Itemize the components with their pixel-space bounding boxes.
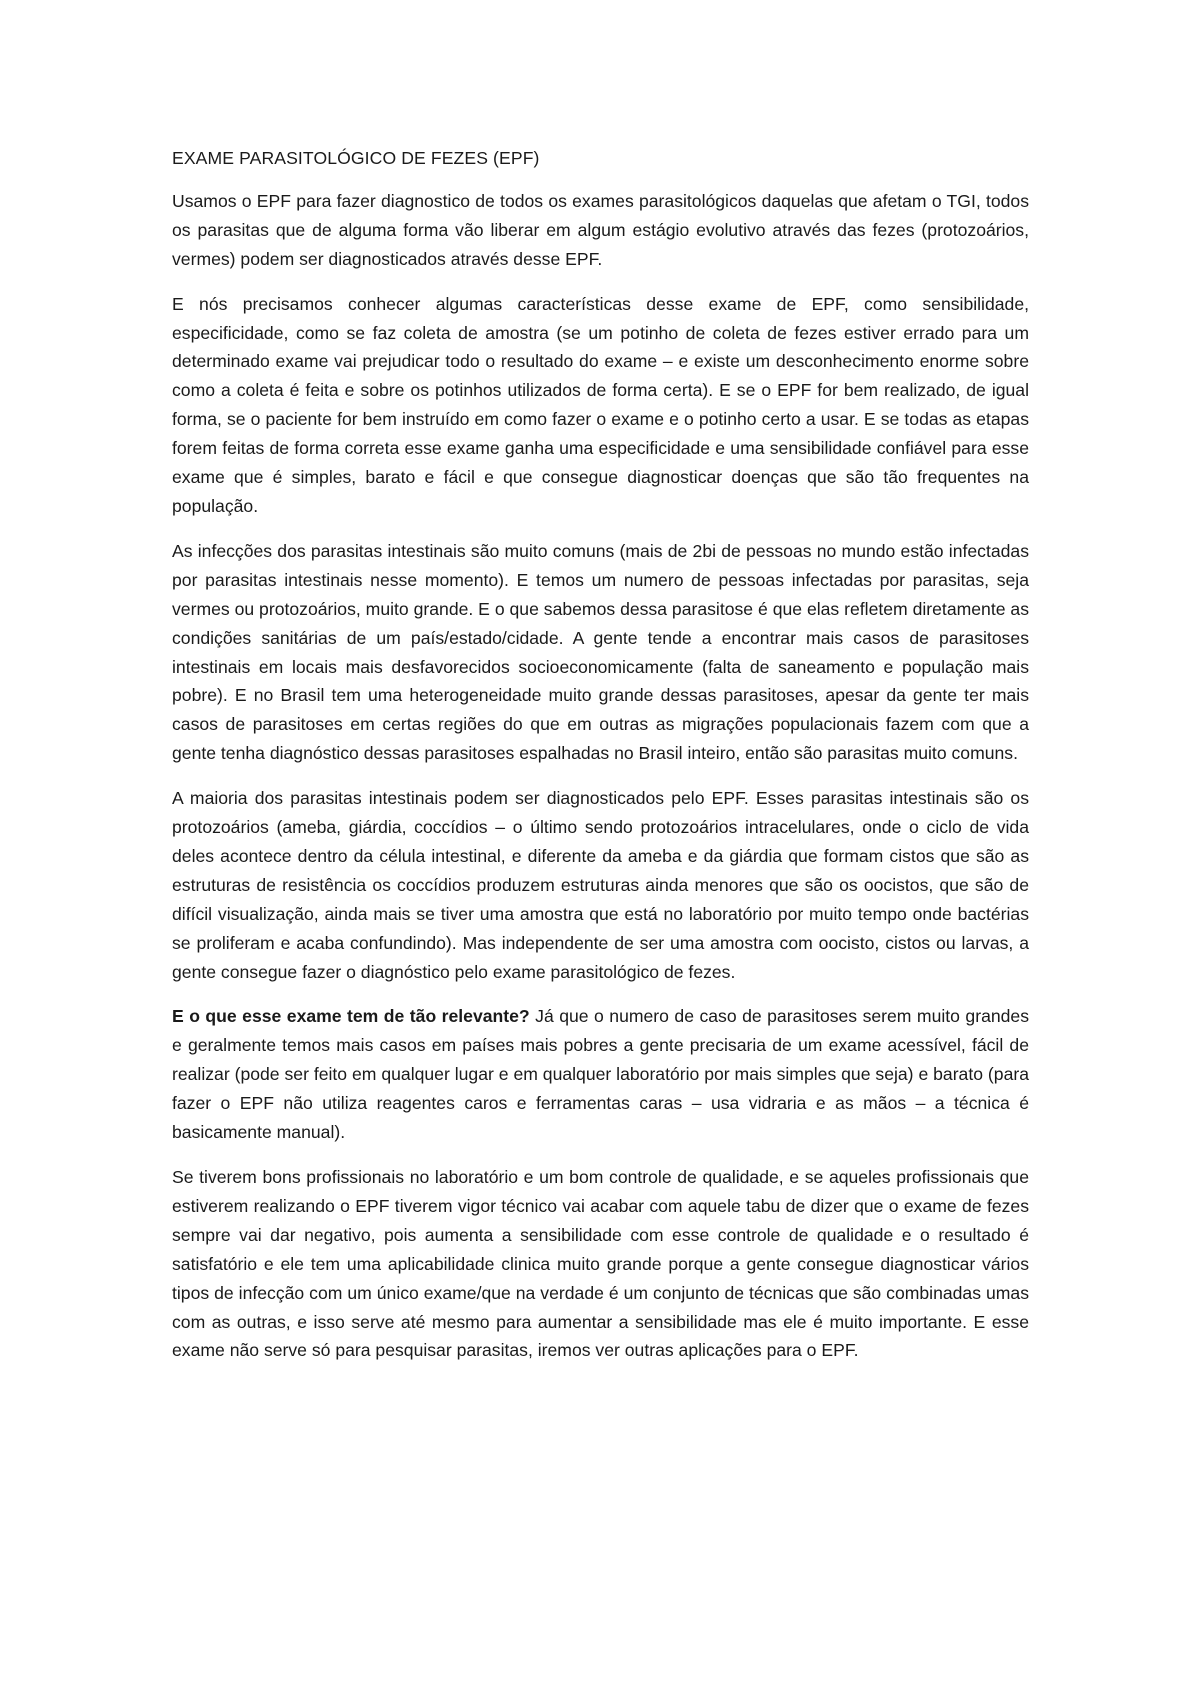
paragraph-4: A maioria dos parasitas intestinais podem ser diagnosticados pelo EPF. Esses parasitas intestinais são os protozoários (ameba, giárdia, coccídios – o último sendo protozoários intracelulares, onde o ciclo de vida deles acontece dentro da célula intestinal, e diferente da ameba e da giárdia que formam cistos que são as estruturas de resistência os coccídios produzem estruturas ainda menores que são os oocistos, que são de difícil visualização, ainda mais se tiver uma amostra que está no laboratório por muito tempo onde bactérias se proliferam e acaba confundindo). Mas independente de ser uma amostra com oocisto, cistos ou larvas, a gente consegue fazer o diagnóstico pelo exame parasitológico de fezes. <box>172 788 1029 982</box>
paragraph-5 <box>172 1002 1029 1147</box>
paragraph-1: Usamos o EPF para fazer diagnostico de todos os exames parasitológicos daquelas que afetam o TGI, todos os parasitas que de alguma forma vão liberar em algum estágio evolutivo através das fezes (protozoários, vermes) podem ser diagnosticados através desse EPF. <box>172 190 1029 269</box>
paragraph-5-text: Já que o numero de caso de parasitoses serem muito grandes e geralmente temos mais casos em países mais pobres a gente precisaria de um exame acessível, fácil de realizar (pode ser feito em qualquer lugar e em qualquer laboratório por mais simples que seja) e barato (para fazer o EPF não utiliza reagentes caros e ferramentas caras – usa vidraria e as mãos – a técnica é basicamente manual). <box>172 1006 1030 1143</box>
document-title: EXAME PARASITOLÓGICO DE FEZES (EPF) <box>172 148 540 168</box>
paragraph-5-bold-lead: E o que esse exame tem de tão relevante? <box>172 1006 530 1027</box>
document-body <box>172 144 1029 1381</box>
paragraph-3: As infecções dos parasitas intestinais são muito comuns (mais de 2bi de pessoas no mundo estão infectadas por parasitas intestinais nesse momento). E temos um numero de pessoas infectadas por parasitas, seja vermes ou protozoários, muito grande. E o que sabemos dessa parasitose é que elas refletem diretamente as condições sanitárias de um país/estado/cidade. A gente tende a encontrar mais casos de parasitoses intestinais em locais mais desfavorecidos socioeconomicamente (falta de saneamento e população mais pobre). E no Brasil tem uma heterogeneidade muito grande dessas parasitoses, apesar da gente ter mais casos de parasitoses em certas regiões do que em outras as migrações populacionais fazem com que a gente tenha diagnóstico dessas parasitoses espalhadas no Brasil inteiro, então são parasitas muito comuns. <box>172 540 1029 764</box>
paragraph-6: Se tiverem bons profissionais no laboratório e um bom controle de qualidade, e se aqueles profissionais que estiverem realizando o EPF tiverem vigor técnico vai acabar com aquele tabu de dizer que o exame de fezes sempre vai dar negativo, pois aumenta a sensibilidade com esse controle de qualidade e o resultado é satisfatório e ele tem uma aplicabilidade clinica muito grande porque a gente consegue diagnosticar vários tipos de infecção com um único exame/que na verdade é um conjunto de técnicas que são combinadas umas com as outras, e isso serve até mesmo para aumentar a sensibilidade mas ele é muito importante. E esse exame não serve só para pesquisar parasitas, iremos ver outras aplicações para o EPF. <box>172 1167 1029 1361</box>
paragraph-2: E nós precisamos conhecer algumas características desse exame de EPF, como sensibilidade, especificidade, como se faz coleta de amostra (se um potinho de coleta de fezes estiver errado para um determinado exame vai prejudicar todo o resultado do exame – e existe um desconhecimento enorme sobre como a coleta é feita e sobre os potinhos utilizados de forma certa). E se o EPF for bem realizado, de igual forma, se o paciente for bem instruído em como fazer o exame e o potinho certo a usar. E se todas as etapas forem feitas de forma correta esse exame ganha uma especificidade e uma sensibilidade confiável para esse exame que é simples, barato e fácil e que consegue diagnosticar doenças que são tão frequentes na população. <box>172 293 1029 516</box>
